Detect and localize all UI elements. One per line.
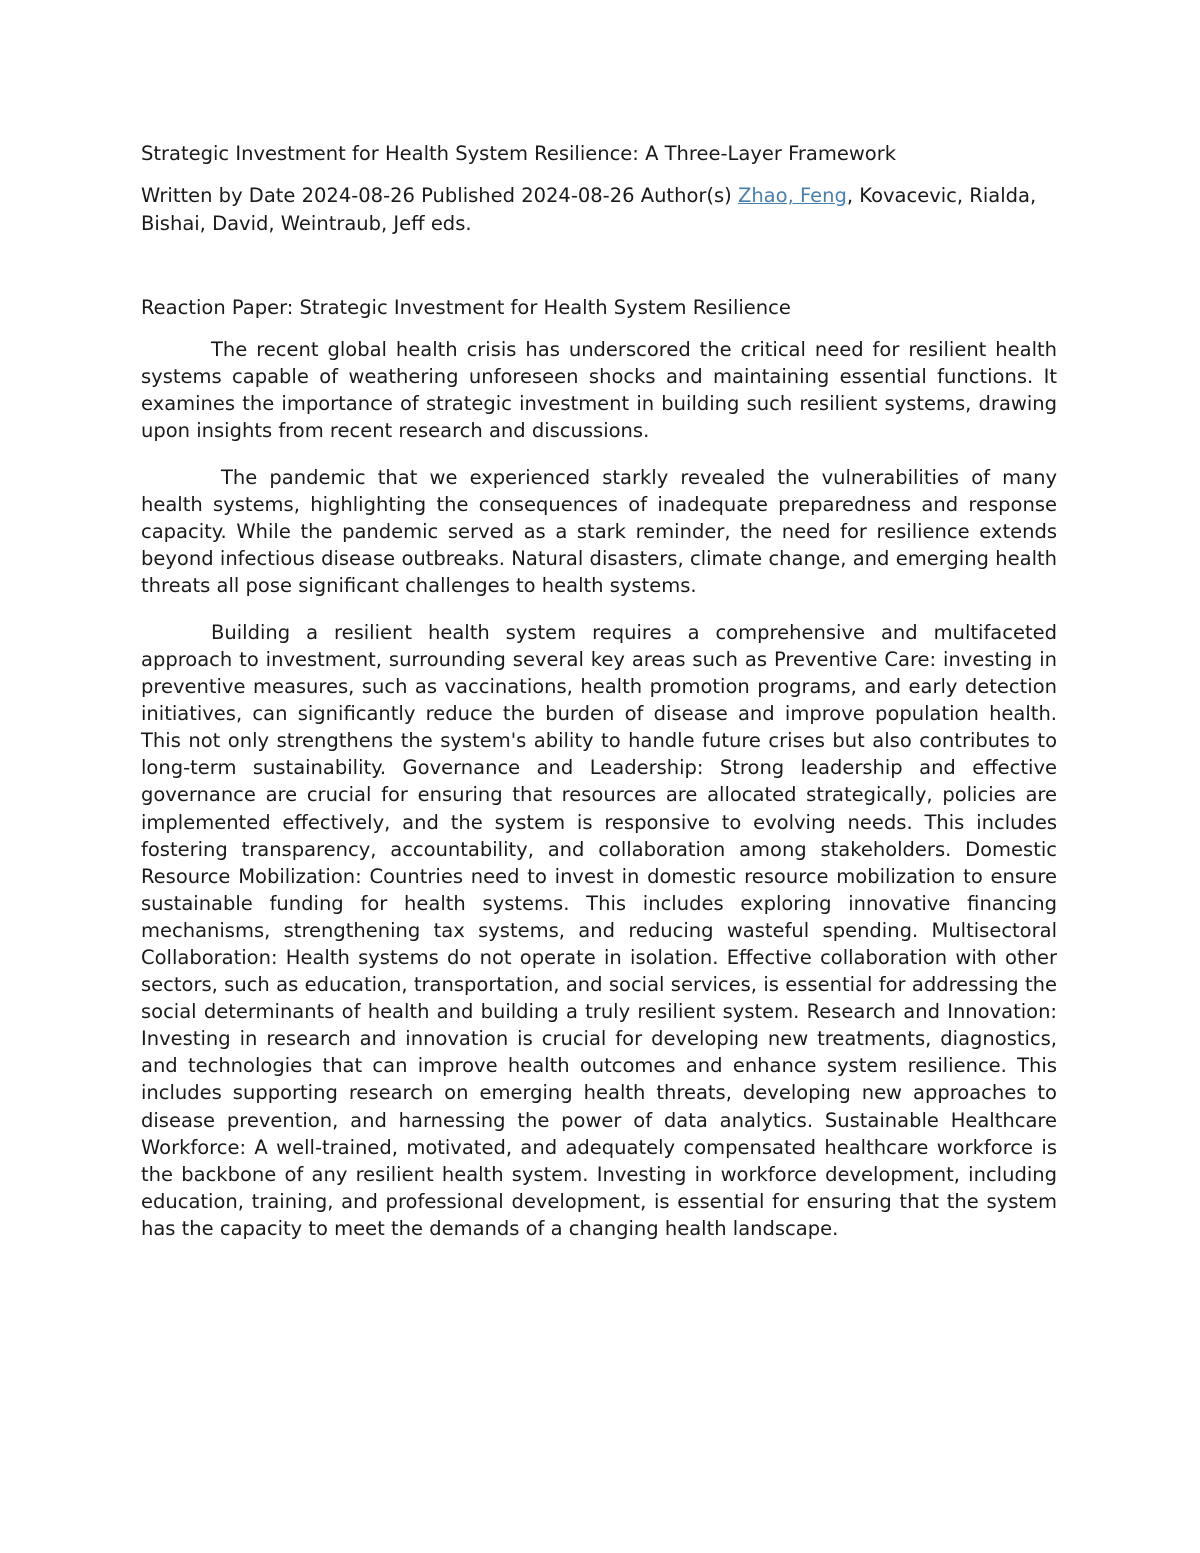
paragraph-intro: The recent global health crisis has underscored the critical need for resilient health systems capable of weathering unforeseen shocks and maintaining essential functions. It examines the importance of strategic investment in building such resilient systems, drawing upon insights from recent research and discussions. <box>141 338 1057 443</box>
reaction-paper-title: Reaction Paper: Strategic Investment for Health System Resilience <box>141 296 791 319</box>
author-link[interactable]: Zhao, Feng <box>737 184 847 207</box>
document-title: Strategic Investment for Health System Resilience: A Three-Layer Framework <box>141 142 897 165</box>
byline-prefix: Written by Date 2024-08-26 Published 2024-08-26 Author(s) <box>141 184 738 207</box>
paragraph-pandemic: The pandemic that we experienced starkly revealed the vulnerabilities of many health systems, highlighting the consequences of inadequate preparedness and response capacity. While the pandemic served as a stark reminder, the need for resilience extends beyond infectious disease outbreaks. Natural disasters, climate change, and emerging health threats all pose significant challenges to health systems. <box>141 465 1057 598</box>
byline <box>141 182 1057 238</box>
document-page <box>141 140 1057 1262</box>
byline-suffix: , Kovacevic, Rialda, Bishai, David, Weintraub, Jeff eds. <box>141 184 1037 235</box>
paragraph-investment-areas: Building a resilient health system requires a comprehensive and multifaceted approach to investment, surrounding several key areas such as Preventive Care: investing in preventive measures, such as vaccinations, health promotion programs, and early detection initiatives, can significantly reduce the burden of disease and improve population health. This not only strengthens the system's ability to handle future crises but also contributes to long-term sustainability. Governance and Leadership: Strong leadership and effective governance are crucial for ensuring that resources are allocated strategically, policies are implemented effectively, and the system is responsive to evolving needs. This includes fostering transparency, accountability, and collaboration among stakeholders. Domestic Resource Mobilization: Countries need to invest in domestic resource mobilization to ensure sustainable funding for health systems. This includes exploring innovative financing mechanisms, strengthening tax systems, and reducing wasteful spending. Multisectoral Collaboration: Health systems do not operate in isolation. Effective collaboration with other sectors, such as education, transportation, and social services, is essential for addressing the social determinants of health and building a truly resilient system. Research and Innovation: Investing in research and innovation is crucial for developing new treatments, diagnostics, and technologies that can improve health outcomes and enhance system resilience. This includes supporting research on emerging health threats, developing new approaches to disease prevention, and harnessing the power of data analytics. Sustainable Healthcare Workforce: A well-trained, motivated, and adequately compensated healthcare workforce is the backbone of any resilient health system. Investing in workforce development, including education, training, and professional development, is essential for ensuring that the system has the capacity to meet the demands of a changing health landscape. <box>141 620 1057 1240</box>
